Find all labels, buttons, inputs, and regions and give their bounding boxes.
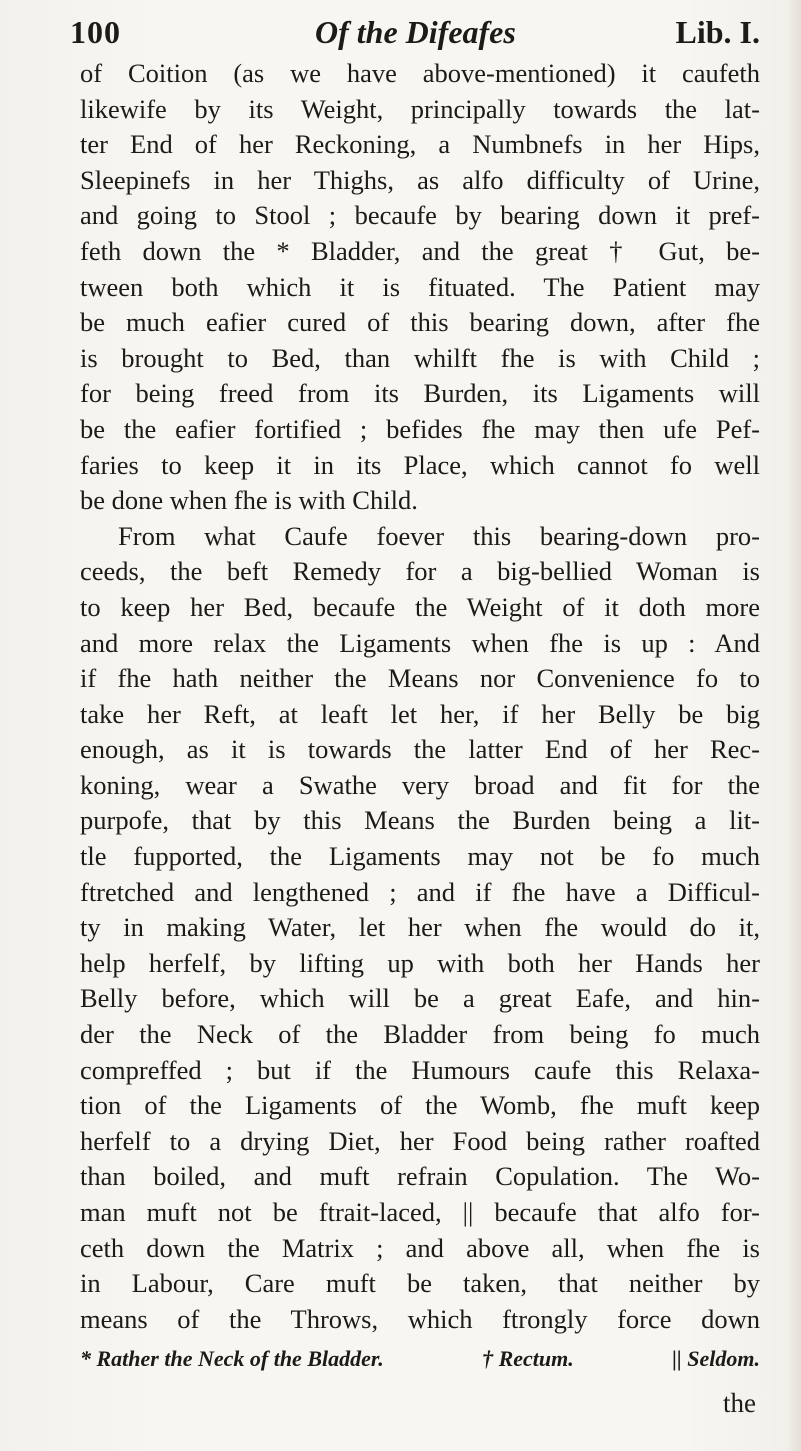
text-line: ty in making Water, let her when fhe would do it, bbox=[80, 912, 760, 943]
text-line: tween both which it is fituated. The Patient may bbox=[80, 271, 760, 302]
text-line: ter End of her Reckoning, a Numbnefs in her Hips, bbox=[80, 129, 760, 160]
text-line: tle fupported, the Ligaments may not be fo much bbox=[80, 841, 760, 872]
text-line: Sleepinefs in her Thighs, as alfo difficulty of Urine, bbox=[80, 164, 760, 195]
text-line: of Coition (as we have above-mentioned) it caufeth bbox=[80, 58, 760, 88]
text-line: ftretched and lengthened ; and if fhe have a Difficul- bbox=[80, 876, 760, 907]
text-line: der the Neck of the Bladder from being fo much bbox=[80, 1019, 760, 1050]
text-line: faries to keep it in its Place, which cannot fo well bbox=[80, 449, 760, 480]
page-header bbox=[70, 12, 760, 52]
book-indicator: Lib. I. bbox=[675, 14, 760, 50]
text-line: is brought to Bed, than whilft fhe is with Child ; bbox=[80, 342, 760, 373]
text-line: and more relax the Ligaments when fhe is up : And bbox=[80, 627, 760, 658]
running-title: Of the Difeafes bbox=[315, 14, 516, 50]
text-line: means of the Throws, which ftrongly force down bbox=[80, 1303, 760, 1334]
text-line: koning, wear a Swathe very broad and fit for the bbox=[80, 769, 760, 800]
text-line: take her Reft, at leaft let her, if her Belly be big bbox=[80, 698, 760, 729]
text-line: be much eafier cured of this bearing down, after fhe bbox=[80, 307, 760, 338]
text-line: tion of the Ligaments of the Womb, fhe muft keep bbox=[80, 1090, 760, 1121]
text-line: be the eafier fortified ; befides fhe may then ufe Pef- bbox=[80, 413, 760, 444]
text-line: ceth down the Matrix ; and above all, when fhe is bbox=[80, 1232, 760, 1263]
text-line: help herfelf, by lifting up with both her Hands her bbox=[80, 947, 760, 978]
text-line: to keep her Bed, becaufe the Weight of it doth more bbox=[80, 591, 760, 622]
text-line: if fhe hath neither the Means nor Convenience fo to bbox=[80, 663, 760, 694]
text-line: in Labour, Care muft be taken, that neither by bbox=[80, 1268, 760, 1299]
text-line: ceeds, the beft Remedy for a big-bellied Woman is bbox=[80, 556, 760, 587]
text-line: likewife by its Weight, principally towards the lat- bbox=[80, 93, 760, 124]
text-line: for being freed from its Burden, its Ligaments will bbox=[80, 378, 760, 409]
text-line: be done when fhe is with Child. bbox=[80, 485, 418, 516]
footnote-rectum: † Rectum. bbox=[482, 1346, 574, 1371]
body-text bbox=[80, 56, 760, 1337]
catchword: the bbox=[723, 1388, 756, 1418]
text-line: man muft not be ftrait-laced, || becaufe that alfo for- bbox=[80, 1197, 760, 1227]
footnote-seldom: || Seldom. bbox=[672, 1346, 760, 1371]
footnotes bbox=[80, 1346, 760, 1372]
text-line: than boiled, and muft refrain Copulation. The Wo- bbox=[80, 1161, 760, 1192]
text-line: purpofe, that by this Means the Burden being a lit- bbox=[80, 805, 760, 836]
text-line: compreffed ; but if the Humours caufe this Relaxa- bbox=[80, 1054, 760, 1085]
text-line: herfelf to a drying Diet, her Food being rather roafted bbox=[80, 1125, 760, 1156]
page-edge-shadow bbox=[787, 0, 801, 1451]
text-line: and going to Stool ; becaufe by bearing down it pref- bbox=[80, 200, 760, 231]
page-number: 100 bbox=[70, 14, 121, 50]
text-line: Belly before, which will be a great Eafe, and hin- bbox=[80, 983, 760, 1014]
footnote-bladder: * Rather the Neck of the Bladder. bbox=[80, 1346, 384, 1371]
text-line: feth down the * Bladder, and the great † Gut, be- bbox=[80, 235, 760, 266]
text-line: enough, as it is towards the latter End of her Rec- bbox=[80, 734, 760, 765]
text-line: From what Caufe foever this bearing-down pro- bbox=[118, 520, 760, 551]
